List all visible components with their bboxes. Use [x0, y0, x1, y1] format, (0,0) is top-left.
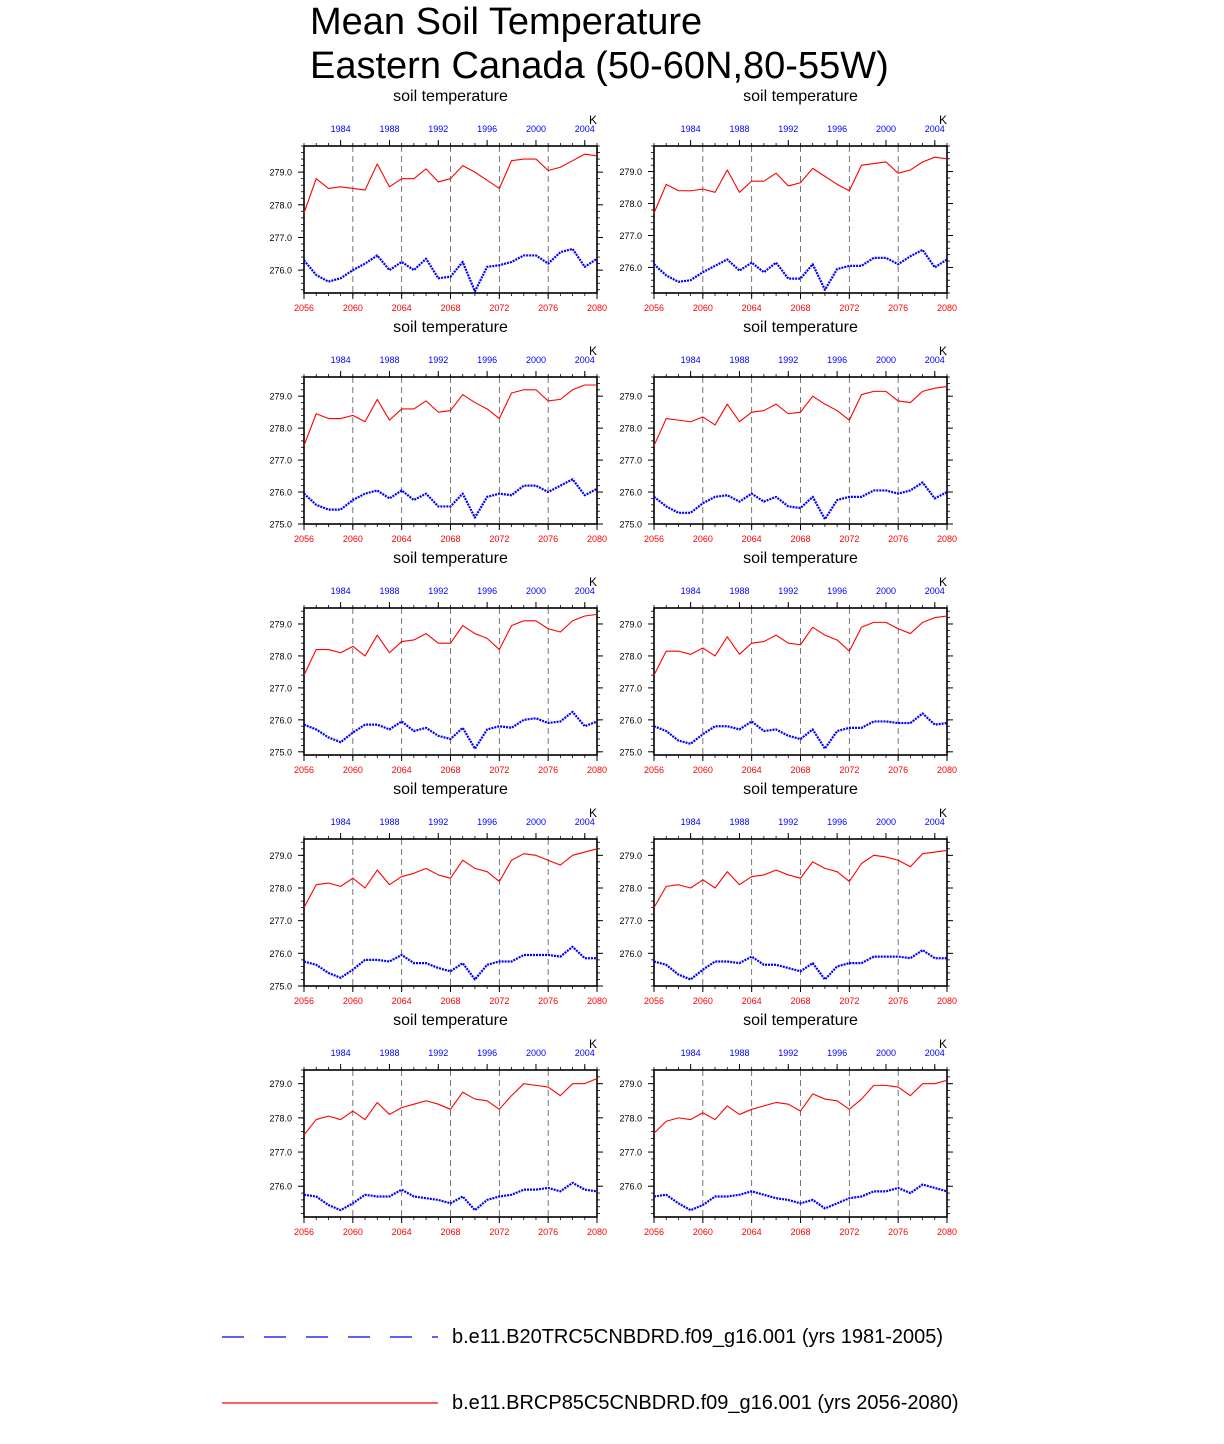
y-tick-label: 279.0 [619, 850, 642, 861]
y-tick-label: 278.0 [269, 651, 292, 662]
y-tick-label: 275.0 [269, 747, 292, 758]
panel-title: soil temperature [743, 1012, 858, 1029]
x-bottom-tick-label: 2076 [538, 303, 559, 313]
x-bottom-tick-label: 2056 [643, 1227, 665, 1237]
x-bottom-tick-label: 2064 [741, 765, 762, 775]
x-top-tick-label: 2000 [875, 586, 896, 596]
y-tick-label: 278.0 [619, 423, 642, 434]
x-bottom-tick-label: 2076 [888, 1227, 909, 1237]
x-top-tick-label: 2004 [574, 1048, 595, 1058]
x-bottom-tick-label: 2060 [342, 1227, 363, 1237]
panel-title: soil temperature [393, 319, 508, 336]
x-bottom-tick-label: 2060 [342, 534, 363, 544]
x-top-tick-label: 2000 [875, 1048, 896, 1058]
units-label: K [938, 1037, 948, 1051]
x-top-tick-label: 1996 [827, 124, 848, 134]
x-bottom-tick-label: 2060 [342, 996, 363, 1006]
x-top-tick-label: 2004 [574, 817, 595, 827]
x-bottom-tick-label: 2068 [790, 303, 811, 313]
y-tick-label: 276.0 [269, 1181, 292, 1192]
panel-10 [619, 1012, 957, 1237]
x-bottom-tick-label: 2072 [489, 1227, 510, 1237]
y-tick-label: 277.0 [269, 455, 292, 466]
x-top-tick-label: 1988 [379, 586, 400, 596]
x-bottom-tick-label: 2068 [440, 765, 461, 775]
x-top-tick-label: 1992 [778, 586, 799, 596]
y-tick-label: 275.0 [619, 519, 642, 530]
y-tick-label: 275.0 [619, 747, 642, 758]
x-top-tick-label: 1996 [477, 124, 498, 134]
y-tick-label: 276.0 [269, 948, 292, 959]
y-tick-label: 279.0 [619, 167, 642, 178]
legend-label-historical: b.e11.B20TRC5CNBDRD.f09_g16.001 (yrs 1981-2005) [452, 1326, 944, 1348]
panel-1 [269, 88, 607, 313]
x-top-tick-label: 1984 [330, 124, 351, 134]
x-bottom-tick-label: 2056 [643, 765, 665, 775]
units-label: K [938, 806, 948, 820]
y-tick-label: 277.0 [619, 230, 642, 241]
x-bottom-tick-label: 2056 [643, 303, 665, 313]
x-top-tick-label: 2000 [525, 817, 546, 827]
x-top-tick-label: 1996 [827, 817, 848, 827]
x-bottom-tick-label: 2068 [790, 1227, 811, 1237]
y-tick-label: 279.0 [269, 850, 292, 861]
x-top-tick-label: 2004 [574, 586, 595, 596]
y-tick-label: 277.0 [619, 1147, 642, 1158]
series-future-line [654, 616, 947, 675]
x-top-tick-label: 1984 [680, 1048, 701, 1058]
x-top-tick-label: 2004 [574, 355, 595, 365]
x-bottom-tick-label: 2072 [489, 303, 510, 313]
x-bottom-tick-label: 2056 [293, 303, 315, 313]
x-top-tick-label: 1992 [428, 1048, 449, 1058]
x-top-tick-label: 1988 [729, 586, 750, 596]
x-bottom-tick-label: 2080 [586, 996, 608, 1006]
x-bottom-tick-label: 2072 [839, 534, 860, 544]
y-tick-label: 279.0 [269, 1079, 292, 1090]
panel-title: soil temperature [743, 781, 858, 798]
x-bottom-tick-label: 2076 [538, 996, 559, 1006]
x-top-tick-label: 1992 [778, 817, 799, 827]
panel-7 [269, 781, 607, 1006]
y-tick-label: 277.0 [269, 916, 292, 927]
panel-title: soil temperature [743, 88, 858, 105]
units-label: K [938, 344, 948, 358]
y-tick-label: 275.0 [269, 981, 292, 992]
x-top-tick-label: 1988 [379, 817, 400, 827]
y-tick-label: 276.0 [269, 487, 292, 498]
x-top-tick-label: 2000 [525, 124, 546, 134]
x-bottom-tick-label: 2068 [790, 996, 811, 1006]
x-bottom-tick-label: 2060 [692, 765, 713, 775]
panel-6 [619, 550, 957, 775]
y-tick-label: 275.0 [269, 519, 292, 530]
x-top-tick-label: 2004 [924, 124, 945, 134]
x-top-tick-label: 1988 [379, 124, 400, 134]
panel-4 [619, 319, 957, 544]
x-bottom-tick-label: 2080 [586, 765, 608, 775]
y-tick-label: 278.0 [269, 423, 292, 434]
legend-swatch-solid [220, 1388, 450, 1418]
y-tick-label: 279.0 [269, 167, 292, 178]
x-top-tick-label: 2004 [924, 1048, 945, 1058]
y-tick-label: 279.0 [619, 619, 642, 630]
x-bottom-tick-label: 2076 [538, 765, 559, 775]
x-bottom-tick-label: 2056 [293, 1227, 315, 1237]
y-tick-label: 278.0 [619, 199, 642, 210]
x-top-tick-label: 2000 [525, 355, 546, 365]
x-top-tick-label: 1992 [778, 124, 799, 134]
x-top-tick-label: 1992 [428, 817, 449, 827]
y-tick-label: 276.0 [619, 948, 642, 959]
panel-5 [269, 550, 607, 775]
x-bottom-tick-label: 2060 [692, 303, 713, 313]
x-top-tick-label: 1996 [827, 1048, 848, 1058]
x-bottom-tick-label: 2060 [692, 1227, 713, 1237]
x-top-tick-label: 2000 [525, 586, 546, 596]
x-bottom-tick-label: 2076 [888, 996, 909, 1006]
y-tick-label: 278.0 [269, 1113, 292, 1124]
series-historical-line [654, 1185, 947, 1211]
y-tick-label: 277.0 [619, 455, 642, 466]
x-bottom-tick-label: 2080 [936, 534, 958, 544]
x-top-tick-label: 1988 [729, 124, 750, 134]
x-top-tick-label: 1996 [477, 355, 498, 365]
x-bottom-tick-label: 2064 [391, 996, 412, 1006]
x-top-tick-label: 1984 [330, 1048, 351, 1058]
title-line-1: Mean Soil Temperature [310, 1, 703, 43]
y-tick-label: 277.0 [269, 1147, 292, 1158]
y-tick-label: 276.0 [619, 1181, 642, 1192]
x-bottom-tick-label: 2056 [643, 996, 665, 1006]
legend-label-future: b.e11.BRCP85C5CNBDRD.f09_g16.001 (yrs 2056-2080) [452, 1392, 959, 1414]
units-label: K [588, 806, 598, 820]
series-historical-line [304, 1183, 597, 1210]
x-bottom-tick-label: 2060 [342, 765, 363, 775]
x-bottom-tick-label: 2064 [391, 1227, 412, 1237]
y-tick-label: 278.0 [619, 1113, 642, 1124]
y-tick-label: 278.0 [269, 200, 292, 211]
y-tick-label: 276.0 [619, 715, 642, 726]
series-future-line [304, 385, 597, 446]
panel-title: soil temperature [393, 88, 508, 105]
x-bottom-tick-label: 2064 [391, 534, 412, 544]
x-bottom-tick-label: 2072 [839, 765, 860, 775]
y-tick-label: 276.0 [619, 487, 642, 498]
panel-3 [269, 319, 607, 544]
y-tick-label: 276.0 [269, 715, 292, 726]
panel-9 [269, 1012, 607, 1237]
panel-title: soil temperature [393, 1012, 508, 1029]
x-bottom-tick-label: 2072 [489, 534, 510, 544]
legend-swatch-dashed [220, 1322, 450, 1352]
x-top-tick-label: 1984 [680, 355, 701, 365]
x-bottom-tick-label: 2060 [692, 534, 713, 544]
y-tick-label: 278.0 [619, 883, 642, 894]
x-bottom-tick-label: 2060 [692, 996, 713, 1006]
x-bottom-tick-label: 2060 [342, 303, 363, 313]
x-top-tick-label: 1988 [729, 817, 750, 827]
x-bottom-tick-label: 2068 [440, 1227, 461, 1237]
x-bottom-tick-label: 2068 [790, 534, 811, 544]
x-top-tick-label: 1984 [330, 586, 351, 596]
x-top-tick-label: 2004 [924, 586, 945, 596]
x-top-tick-label: 1984 [680, 817, 701, 827]
y-tick-label: 276.0 [269, 265, 292, 276]
x-top-tick-label: 2000 [875, 355, 896, 365]
x-bottom-tick-label: 2072 [839, 996, 860, 1006]
x-bottom-tick-label: 2056 [293, 534, 315, 544]
x-bottom-tick-label: 2056 [643, 534, 665, 544]
panel-2 [619, 88, 957, 313]
y-tick-label: 278.0 [619, 651, 642, 662]
x-bottom-tick-label: 2076 [538, 534, 559, 544]
x-top-tick-label: 2000 [875, 124, 896, 134]
units-label: K [588, 575, 598, 589]
x-top-tick-label: 1992 [778, 355, 799, 365]
title-line-2: Eastern Canada (50-60N,80-55W) [310, 45, 889, 87]
x-bottom-tick-label: 2064 [741, 1227, 762, 1237]
y-tick-label: 279.0 [619, 391, 642, 402]
x-top-tick-label: 1992 [778, 1048, 799, 1058]
x-top-tick-label: 1988 [729, 1048, 750, 1058]
x-top-tick-label: 1996 [827, 355, 848, 365]
units-label: K [938, 575, 948, 589]
y-tick-label: 277.0 [269, 232, 292, 243]
panel-8 [619, 781, 957, 1006]
x-bottom-tick-label: 2072 [489, 996, 510, 1006]
y-tick-label: 276.0 [619, 262, 642, 273]
series-future-line [304, 1079, 597, 1135]
x-top-tick-label: 1996 [477, 817, 498, 827]
x-bottom-tick-label: 2064 [741, 534, 762, 544]
x-top-tick-label: 1992 [428, 124, 449, 134]
x-top-tick-label: 1992 [428, 355, 449, 365]
x-top-tick-label: 2000 [525, 1048, 546, 1058]
x-bottom-tick-label: 2076 [538, 1227, 559, 1237]
units-label: K [588, 1037, 598, 1051]
x-bottom-tick-label: 2072 [489, 765, 510, 775]
x-top-tick-label: 1992 [428, 586, 449, 596]
series-future-line [654, 387, 947, 446]
x-bottom-tick-label: 2064 [741, 996, 762, 1006]
x-bottom-tick-label: 2056 [293, 765, 315, 775]
units-label: K [588, 344, 598, 358]
panel-title: soil temperature [393, 781, 508, 798]
units-label: K [938, 113, 948, 127]
y-tick-label: 278.0 [269, 883, 292, 894]
x-bottom-tick-label: 2076 [888, 765, 909, 775]
x-bottom-tick-label: 2080 [936, 1227, 958, 1237]
x-top-tick-label: 2004 [924, 817, 945, 827]
x-top-tick-label: 1988 [379, 1048, 400, 1058]
x-top-tick-label: 1988 [729, 355, 750, 365]
y-tick-label: 277.0 [619, 916, 642, 927]
panel-title: soil temperature [743, 550, 858, 567]
x-bottom-tick-label: 2064 [741, 303, 762, 313]
x-bottom-tick-label: 2076 [888, 303, 909, 313]
x-top-tick-label: 1984 [680, 586, 701, 596]
x-bottom-tick-label: 2080 [586, 534, 608, 544]
x-bottom-tick-label: 2068 [440, 996, 461, 1006]
x-bottom-tick-label: 2080 [936, 303, 958, 313]
x-top-tick-label: 2004 [574, 124, 595, 134]
x-bottom-tick-label: 2064 [391, 765, 412, 775]
x-bottom-tick-label: 2068 [790, 765, 811, 775]
series-future-line [304, 849, 597, 908]
x-top-tick-label: 1984 [330, 355, 351, 365]
x-bottom-tick-label: 2064 [391, 303, 412, 313]
y-tick-label: 279.0 [269, 619, 292, 630]
y-tick-label: 277.0 [619, 683, 642, 694]
x-top-tick-label: 1988 [379, 355, 400, 365]
panel-title: soil temperature [393, 550, 508, 567]
x-bottom-tick-label: 2056 [293, 996, 315, 1006]
units-label: K [588, 113, 598, 127]
x-top-tick-label: 1984 [330, 817, 351, 827]
x-bottom-tick-label: 2068 [440, 303, 461, 313]
panel-title: soil temperature [743, 319, 858, 336]
x-top-tick-label: 1996 [827, 586, 848, 596]
y-tick-label: 279.0 [269, 391, 292, 402]
x-top-tick-label: 1996 [477, 586, 498, 596]
x-bottom-tick-label: 2072 [839, 303, 860, 313]
x-top-tick-label: 1984 [680, 124, 701, 134]
x-bottom-tick-label: 2068 [440, 534, 461, 544]
x-top-tick-label: 1996 [477, 1048, 498, 1058]
x-bottom-tick-label: 2080 [936, 996, 958, 1006]
x-bottom-tick-label: 2072 [839, 1227, 860, 1237]
x-top-tick-label: 2004 [924, 355, 945, 365]
series-future-line [654, 157, 947, 213]
series-future-line [304, 154, 597, 213]
x-bottom-tick-label: 2076 [888, 534, 909, 544]
y-tick-label: 277.0 [269, 683, 292, 694]
x-top-tick-label: 2000 [875, 817, 896, 827]
y-tick-label: 279.0 [619, 1079, 642, 1090]
x-bottom-tick-label: 2080 [586, 303, 608, 313]
x-bottom-tick-label: 2080 [936, 765, 958, 775]
x-bottom-tick-label: 2080 [586, 1227, 608, 1237]
